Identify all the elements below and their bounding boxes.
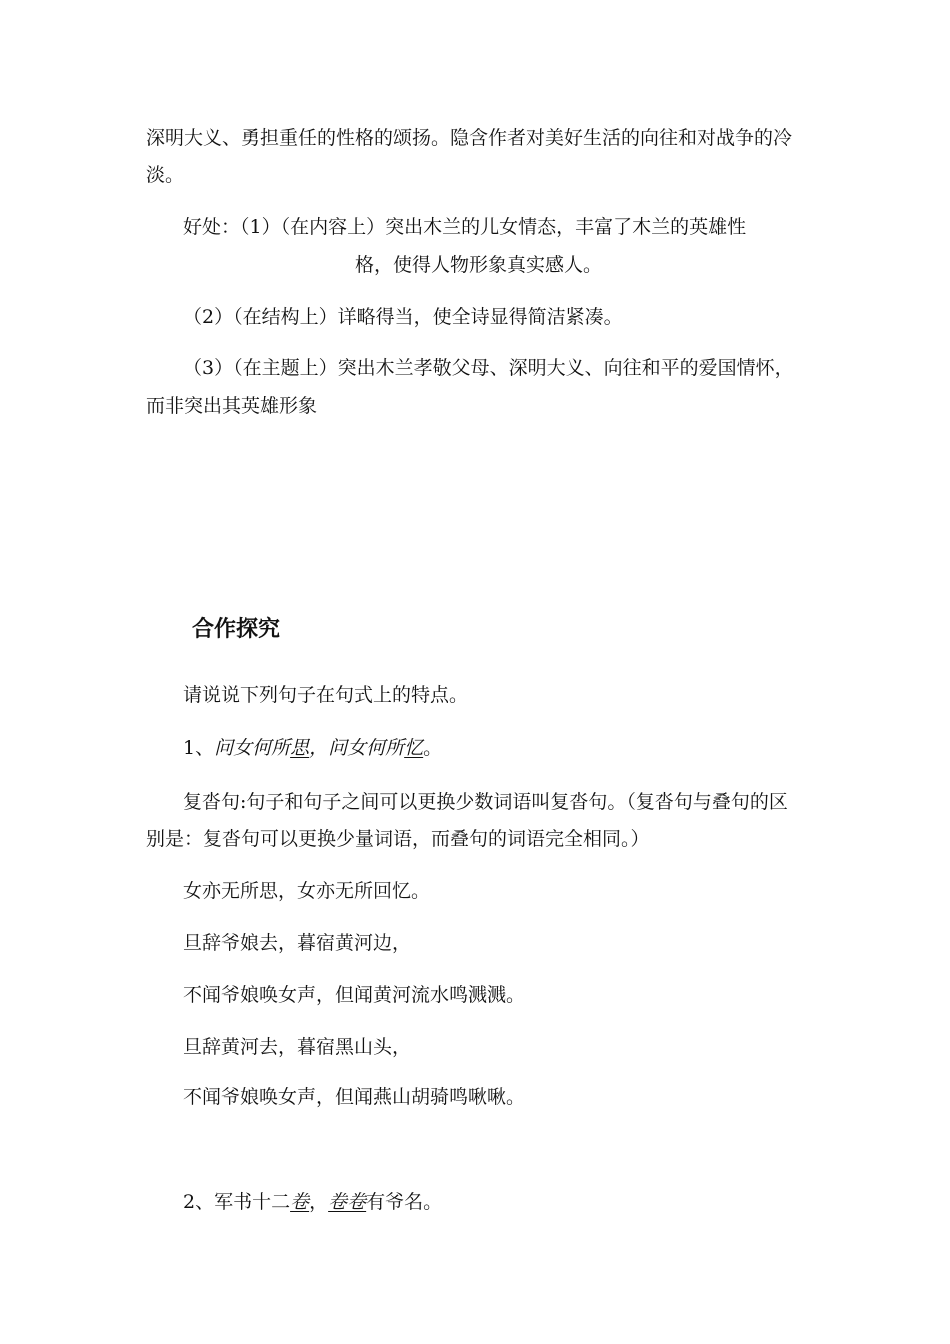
poem-line: 不闻爷娘唤女声，但闻黄河流水鸣溅溅。	[183, 984, 526, 1006]
paragraph-line: 深明大义、勇担重任的性格的颂扬。隐含作者对美好生活的向往和对战争的冷	[146, 127, 793, 149]
section-title: 合作探究	[192, 617, 281, 642]
example-2-separator: ，	[309, 1191, 329, 1213]
example-1-part-a: 问女何所	[214, 737, 291, 759]
example-1-prefix: 1、	[183, 737, 215, 759]
definition-line: 复沓句:句子和句子之间可以更换少数词语叫复沓句。（复沓句与叠句的区	[183, 791, 788, 813]
example-1-end: 。	[423, 737, 443, 759]
paragraph-line: 淡。	[146, 164, 185, 186]
poem-line: 旦辞爷娘去，暮宿黄河边，	[183, 932, 412, 954]
benefit-item-3: （3）（在主题上）突出木兰孝敬父母、深明大义、向往和平的爱国情怀，	[183, 357, 794, 379]
example-2-underlined-2: 卷卷	[328, 1191, 367, 1213]
example-1-part-a-underlined: 思	[290, 737, 310, 759]
poem-line: 不闻爷娘唤女声，但闻燕山胡骑鸣啾啾。	[183, 1086, 526, 1108]
section-prompt: 请说说下列句子在句式上的特点。	[183, 684, 469, 706]
benefit-item-2: （2）（在结构上）详略得当，使全诗显得简洁紧凑。	[183, 306, 623, 328]
benefit-line: 好处：（1）（在内容上）突出木兰的儿女情态，丰富了木兰的英雄性	[183, 216, 747, 238]
example-1	[183, 736, 442, 760]
example-2-end: 有爷名。	[366, 1191, 443, 1213]
poem-line: 旦辞黄河去，暮宿黑山头，	[183, 1036, 412, 1058]
definition-line: 别是：复沓句可以更换少量词语，而叠句的词语完全相同。）	[146, 828, 650, 850]
example-1-part-b: 问女何所	[328, 737, 405, 759]
poem-line: 女亦无所思，女亦无所回忆。	[183, 880, 431, 902]
benefit-item-3-continued: 而非突出其英雄形象	[146, 395, 318, 417]
example-2	[183, 1190, 442, 1214]
benefit-line: 格，使得人物形象真实感人。	[355, 254, 603, 276]
example-2-underlined-1: 卷	[290, 1191, 310, 1213]
example-2-prefix: 2、军书十二	[183, 1191, 291, 1213]
example-1-part-b-underlined: 忆	[404, 737, 424, 759]
example-1-separator: ，	[309, 737, 329, 759]
